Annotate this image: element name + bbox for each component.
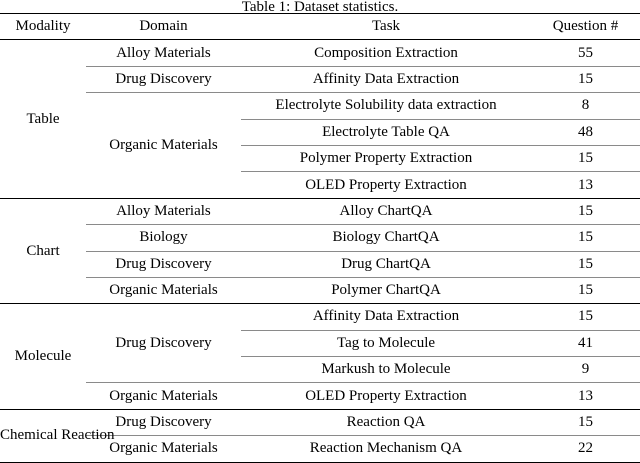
count-cell: 15 bbox=[578, 282, 593, 299]
task-cell: OLED Property Extraction bbox=[305, 387, 467, 404]
count-cell: 15 bbox=[531, 198, 640, 224]
header-modality: Modality bbox=[15, 18, 71, 35]
domain-cell: Drug Discovery bbox=[86, 251, 241, 277]
domain-cell: Organic Materials bbox=[109, 282, 218, 299]
count-cell: 22 bbox=[578, 440, 593, 457]
count-cell: 13 bbox=[578, 176, 593, 193]
domain-cell: Organic Materials bbox=[109, 387, 218, 404]
modality-cell: Chemical Reaction bbox=[0, 427, 115, 444]
task-cell: Reaction QA bbox=[241, 409, 531, 435]
task-cell: Polymer ChartQA bbox=[331, 282, 441, 299]
domain-cell: Organic Materials bbox=[109, 440, 218, 457]
task-cell: Affinity Data Extraction bbox=[241, 304, 531, 330]
table-row bbox=[0, 93, 640, 119]
table-row bbox=[0, 409, 640, 435]
modality-cell: Table bbox=[26, 110, 60, 127]
task-cell: Tag to Molecule bbox=[241, 330, 531, 356]
count-cell: 41 bbox=[531, 330, 640, 356]
domain-cell: Organic Materials bbox=[109, 136, 218, 153]
domain-cell: Drug Discovery bbox=[86, 409, 241, 435]
header-row bbox=[0, 14, 640, 40]
task-cell: Affinity Data Extraction bbox=[241, 66, 531, 92]
task-cell: Electrolyte Solubility data extraction bbox=[241, 93, 531, 119]
count-cell: 15 bbox=[531, 225, 640, 251]
dataset-statistics-table bbox=[0, 13, 640, 463]
task-cell: Alloy ChartQA bbox=[241, 198, 531, 224]
count-cell: 9 bbox=[531, 357, 640, 383]
table-caption: Table 1: Dataset statistics. bbox=[241, 0, 399, 15]
count-cell: 15 bbox=[531, 409, 640, 435]
task-cell: Polymer Property Extraction bbox=[241, 145, 531, 171]
task-cell: OLED Property Extraction bbox=[305, 176, 467, 193]
count-cell: 15 bbox=[531, 66, 640, 92]
count-cell: 15 bbox=[531, 304, 640, 330]
table-row bbox=[0, 251, 640, 277]
domain-cell: Alloy Materials bbox=[86, 40, 241, 66]
task-cell: Markush to Molecule bbox=[241, 357, 531, 383]
domain-cell: Alloy Materials bbox=[86, 198, 241, 224]
domain-cell: Biology bbox=[86, 225, 241, 251]
table-row bbox=[0, 66, 640, 92]
modality-cell: Molecule bbox=[14, 348, 72, 365]
count-cell: 13 bbox=[578, 387, 593, 404]
header-task: Task bbox=[371, 18, 401, 35]
task-cell: Reaction Mechanism QA bbox=[309, 440, 463, 457]
task-cell: Composition Extraction bbox=[241, 40, 531, 66]
count-cell: 15 bbox=[531, 145, 640, 171]
table-row bbox=[0, 198, 640, 224]
count-cell: 8 bbox=[531, 93, 640, 119]
table-row bbox=[0, 383, 640, 409]
domain-cell: Drug Discovery bbox=[86, 304, 241, 383]
count-cell: 48 bbox=[531, 119, 640, 145]
table-row bbox=[0, 277, 640, 303]
modality-cell: Chart bbox=[26, 242, 60, 259]
task-cell: Biology ChartQA bbox=[241, 225, 531, 251]
table-row bbox=[0, 304, 640, 330]
table-row bbox=[0, 40, 640, 66]
task-cell: Drug ChartQA bbox=[241, 251, 531, 277]
domain-cell: Drug Discovery bbox=[86, 66, 241, 92]
count-cell: 55 bbox=[531, 40, 640, 66]
task-cell: Electrolyte Table QA bbox=[241, 119, 531, 145]
header-domain: Domain bbox=[139, 18, 188, 35]
table-row bbox=[0, 225, 640, 251]
header-question-count: Question # bbox=[552, 18, 619, 35]
count-cell: 15 bbox=[531, 251, 640, 277]
